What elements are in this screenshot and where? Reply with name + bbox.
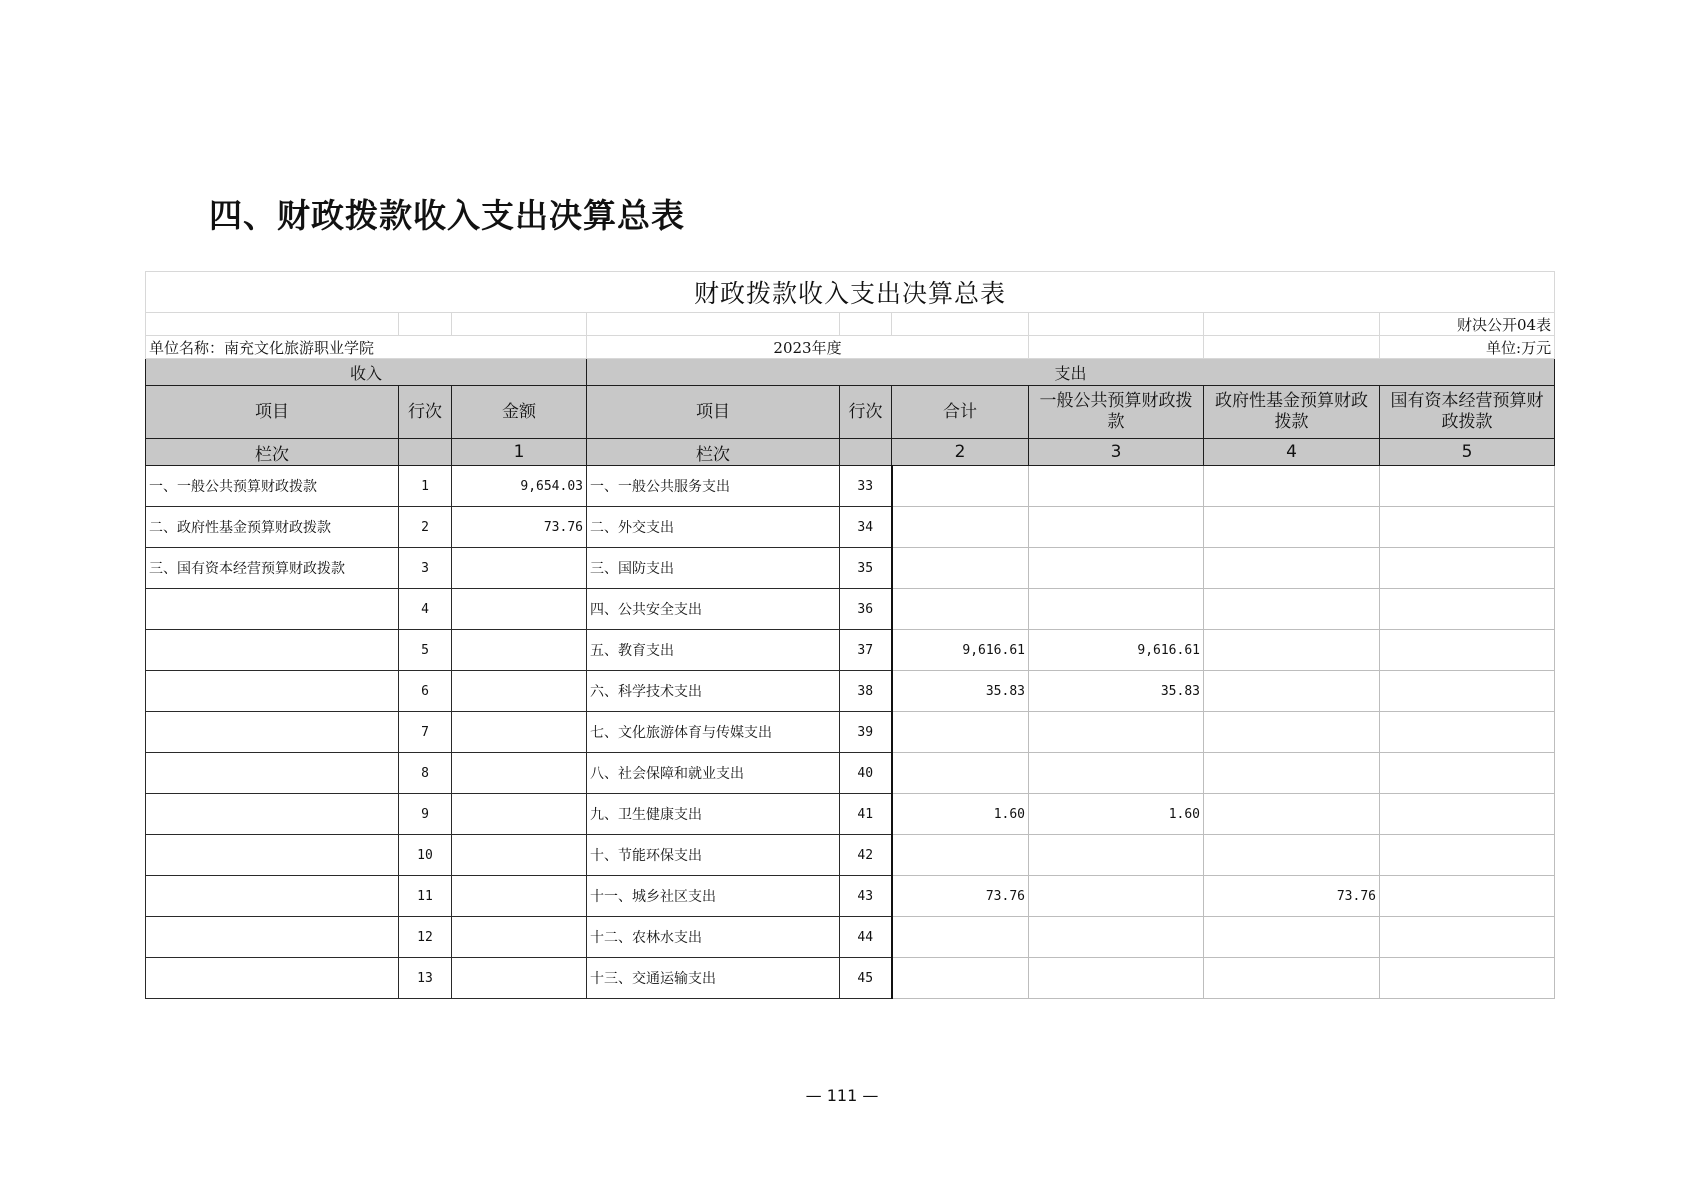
column-index-row bbox=[146, 439, 1555, 466]
general-budget-cell bbox=[1029, 548, 1204, 589]
expense-item-cell: 十三、交通运输支出 bbox=[587, 958, 840, 999]
data-rows bbox=[146, 466, 1555, 999]
col-index-3: 3 bbox=[1029, 439, 1204, 466]
expense-row-no-cell: 33 bbox=[840, 466, 892, 507]
gov-fund-cell bbox=[1204, 589, 1380, 630]
header-group-row bbox=[146, 359, 1555, 386]
expense-total-cell bbox=[892, 507, 1029, 548]
expense-row-no-header: 行次 bbox=[840, 386, 892, 439]
expense-row-no-cell: 42 bbox=[840, 835, 892, 876]
general-budget-cell bbox=[1029, 753, 1204, 794]
state-capital-cell bbox=[1380, 630, 1555, 671]
expense-item-cell: 六、科学技术支出 bbox=[587, 671, 840, 712]
income-item-cell bbox=[146, 835, 399, 876]
expense-total-cell: 35.83 bbox=[892, 671, 1029, 712]
form-code: 财决公开04表 bbox=[1380, 313, 1555, 336]
gov-fund-cell bbox=[1204, 548, 1380, 589]
income-item-cell bbox=[146, 958, 399, 999]
state-capital-cell bbox=[1380, 835, 1555, 876]
expense-row-no-cell: 41 bbox=[840, 794, 892, 835]
expense-header: 支出 bbox=[587, 359, 1555, 386]
table-row bbox=[146, 589, 1555, 630]
general-budget-header: 一般公共预算财政拨款 bbox=[1029, 386, 1204, 439]
expense-item-cell: 七、文化旅游体育与传媒支出 bbox=[587, 712, 840, 753]
expense-item-cell: 一、一般公共服务支出 bbox=[587, 466, 840, 507]
income-item-cell: 一、一般公共预算财政拨款 bbox=[146, 466, 399, 507]
income-row-no-cell: 8 bbox=[399, 753, 452, 794]
expense-total-cell bbox=[892, 958, 1029, 999]
gov-fund-cell bbox=[1204, 671, 1380, 712]
income-amount-cell bbox=[452, 630, 587, 671]
income-item-cell bbox=[146, 794, 399, 835]
expense-item-cell: 四、公共安全支出 bbox=[587, 589, 840, 630]
income-row-no-cell: 6 bbox=[399, 671, 452, 712]
income-amount-cell bbox=[452, 671, 587, 712]
header-column-row bbox=[146, 386, 1555, 439]
income-amount-cell bbox=[452, 794, 587, 835]
state-capital-cell bbox=[1380, 671, 1555, 712]
expense-item-cell: 三、国防支出 bbox=[587, 548, 840, 589]
expense-total-cell bbox=[892, 712, 1029, 753]
general-budget-cell bbox=[1029, 466, 1204, 507]
income-amount-cell bbox=[452, 753, 587, 794]
state-capital-cell bbox=[1380, 753, 1555, 794]
income-row-no-cell: 2 bbox=[399, 507, 452, 548]
state-capital-cell bbox=[1380, 548, 1555, 589]
gov-fund-cell bbox=[1204, 794, 1380, 835]
income-amount-cell bbox=[452, 958, 587, 999]
col-index-4: 4 bbox=[1204, 439, 1380, 466]
expense-row-no-cell: 39 bbox=[840, 712, 892, 753]
income-row-no-cell: 11 bbox=[399, 876, 452, 917]
gov-fund-cell bbox=[1204, 507, 1380, 548]
table-row bbox=[146, 917, 1555, 958]
income-item-cell: 三、国有资本经营预算财政拨款 bbox=[146, 548, 399, 589]
unit-name: 单位名称：南充文化旅游职业学院 bbox=[146, 336, 587, 359]
expense-item-cell: 八、社会保障和就业支出 bbox=[587, 753, 840, 794]
col-index-1: 1 bbox=[452, 439, 587, 466]
income-amount-cell: 9,654.03 bbox=[452, 466, 587, 507]
budget-sheet bbox=[145, 271, 1554, 999]
table-row bbox=[146, 712, 1555, 753]
expense-row-no-cell: 36 bbox=[840, 589, 892, 630]
budget-table bbox=[145, 271, 1555, 999]
meta-row-unit bbox=[146, 336, 1555, 359]
general-budget-cell bbox=[1029, 958, 1204, 999]
gov-fund-cell bbox=[1204, 835, 1380, 876]
general-budget-cell bbox=[1029, 876, 1204, 917]
income-item-cell bbox=[146, 753, 399, 794]
expense-row-no-cell: 45 bbox=[840, 958, 892, 999]
gov-fund-cell bbox=[1204, 958, 1380, 999]
expense-item-cell: 五、教育支出 bbox=[587, 630, 840, 671]
income-amount-header: 金额 bbox=[452, 386, 587, 439]
gov-fund-cell bbox=[1204, 753, 1380, 794]
income-header: 收入 bbox=[146, 359, 587, 386]
expense-total-cell: 1.60 bbox=[892, 794, 1029, 835]
page-number: — 111 — bbox=[805, 1086, 879, 1105]
expense-item-cell: 九、卫生健康支出 bbox=[587, 794, 840, 835]
table-row bbox=[146, 630, 1555, 671]
income-row-no-header: 行次 bbox=[399, 386, 452, 439]
expense-total-cell bbox=[892, 753, 1029, 794]
table-row bbox=[146, 507, 1555, 548]
expense-row-no-cell: 35 bbox=[840, 548, 892, 589]
state-capital-cell bbox=[1380, 589, 1555, 630]
table-row bbox=[146, 958, 1555, 999]
expense-total-cell bbox=[892, 917, 1029, 958]
expense-item-cell: 十二、农林水支出 bbox=[587, 917, 840, 958]
gov-fund-cell: 73.76 bbox=[1204, 876, 1380, 917]
income-amount-cell: 73.76 bbox=[452, 507, 587, 548]
income-row-no-cell: 7 bbox=[399, 712, 452, 753]
gov-fund-cell bbox=[1204, 917, 1380, 958]
income-amount-cell bbox=[452, 917, 587, 958]
general-budget-cell bbox=[1029, 917, 1204, 958]
income-row-no-cell: 9 bbox=[399, 794, 452, 835]
general-budget-cell bbox=[1029, 835, 1204, 876]
gov-fund-cell bbox=[1204, 630, 1380, 671]
state-capital-cell bbox=[1380, 794, 1555, 835]
income-item-cell bbox=[146, 917, 399, 958]
expense-item-header: 项目 bbox=[587, 386, 840, 439]
table-row bbox=[146, 835, 1555, 876]
income-amount-cell bbox=[452, 548, 587, 589]
gov-fund-header: 政府性基金预算财政拨款 bbox=[1204, 386, 1380, 439]
general-budget-cell bbox=[1029, 507, 1204, 548]
income-row-no-cell: 10 bbox=[399, 835, 452, 876]
state-capital-cell bbox=[1380, 712, 1555, 753]
expense-row-no-cell: 44 bbox=[840, 917, 892, 958]
income-item-cell bbox=[146, 712, 399, 753]
page-heading: 四、财政拨款收入支出决算总表 bbox=[209, 196, 685, 235]
gov-fund-cell bbox=[1204, 466, 1380, 507]
general-budget-cell bbox=[1029, 712, 1204, 753]
income-item-header: 项目 bbox=[146, 386, 399, 439]
expense-row-no-cell: 38 bbox=[840, 671, 892, 712]
state-capital-cell bbox=[1380, 507, 1555, 548]
table-row bbox=[146, 548, 1555, 589]
expense-total-cell bbox=[892, 835, 1029, 876]
expense-total-header: 合计 bbox=[892, 386, 1029, 439]
meta-row-form bbox=[146, 313, 1555, 336]
expense-row-no-cell: 43 bbox=[840, 876, 892, 917]
income-amount-cell bbox=[452, 876, 587, 917]
income-amount-cell bbox=[452, 835, 587, 876]
col-label-expense: 栏次 bbox=[587, 439, 840, 466]
table-row bbox=[146, 671, 1555, 712]
table-row bbox=[146, 753, 1555, 794]
col-index-2: 2 bbox=[892, 439, 1029, 466]
general-budget-cell: 1.60 bbox=[1029, 794, 1204, 835]
state-capital-cell bbox=[1380, 917, 1555, 958]
table-row bbox=[146, 876, 1555, 917]
sheet-title: 财政拨款收入支出决算总表 bbox=[146, 272, 1555, 313]
fiscal-year: 2023年度 bbox=[587, 336, 1029, 359]
expense-total-cell: 73.76 bbox=[892, 876, 1029, 917]
gov-fund-cell bbox=[1204, 712, 1380, 753]
income-amount-cell bbox=[452, 589, 587, 630]
expense-row-no-cell: 34 bbox=[840, 507, 892, 548]
amount-unit: 单位:万元 bbox=[1380, 336, 1555, 359]
table-row bbox=[146, 794, 1555, 835]
expense-item-cell: 十、节能环保支出 bbox=[587, 835, 840, 876]
general-budget-cell bbox=[1029, 589, 1204, 630]
table-row bbox=[146, 466, 1555, 507]
expense-item-cell: 二、外交支出 bbox=[587, 507, 840, 548]
col-label-income: 栏次 bbox=[146, 439, 399, 466]
state-capital-cell bbox=[1380, 958, 1555, 999]
state-capital-cell bbox=[1380, 876, 1555, 917]
income-item-cell: 二、政府性基金预算财政拨款 bbox=[146, 507, 399, 548]
state-capital-cell bbox=[1380, 466, 1555, 507]
general-budget-cell: 35.83 bbox=[1029, 671, 1204, 712]
col-index-5: 5 bbox=[1380, 439, 1555, 466]
income-row-no-cell: 12 bbox=[399, 917, 452, 958]
expense-total-cell: 9,616.61 bbox=[892, 630, 1029, 671]
state-capital-header: 国有资本经营预算财政拨款 bbox=[1380, 386, 1555, 439]
general-budget-cell: 9,616.61 bbox=[1029, 630, 1204, 671]
income-row-no-cell: 5 bbox=[399, 630, 452, 671]
income-item-cell bbox=[146, 630, 399, 671]
expense-total-cell bbox=[892, 466, 1029, 507]
expense-item-cell: 十一、城乡社区支出 bbox=[587, 876, 840, 917]
income-row-no-cell: 1 bbox=[399, 466, 452, 507]
expense-total-cell bbox=[892, 548, 1029, 589]
expense-row-no-cell: 37 bbox=[840, 630, 892, 671]
income-amount-cell bbox=[452, 712, 587, 753]
income-item-cell bbox=[146, 876, 399, 917]
income-row-no-cell: 13 bbox=[399, 958, 452, 999]
expense-total-cell bbox=[892, 589, 1029, 630]
expense-row-no-cell: 40 bbox=[840, 753, 892, 794]
income-item-cell bbox=[146, 589, 399, 630]
income-item-cell bbox=[146, 671, 399, 712]
income-row-no-cell: 3 bbox=[399, 548, 452, 589]
income-row-no-cell: 4 bbox=[399, 589, 452, 630]
